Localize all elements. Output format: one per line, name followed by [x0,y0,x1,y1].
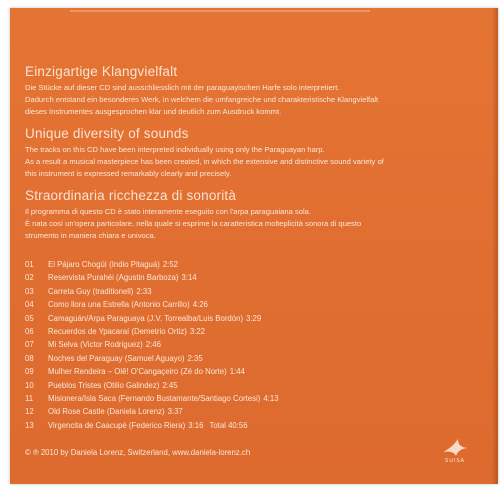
track-duration: 2:46 [145,340,161,350]
track-number: 02 [25,273,34,283]
track-title: El Pájaro Chogüí (Indio Pitaguá) [48,260,160,269]
text-line: dieses Instrumentes ausgesprochen klar und deutlich zum Ausdruck kommt. [25,107,282,116]
suisa-logo [440,436,470,466]
track-title: Como llora una Estrella (Antonio Carrillo) [48,300,190,310]
cd-back-cover [10,8,498,484]
track-number: 12 [25,407,34,417]
track-row [25,285,485,298]
track-row [25,352,485,365]
track-duration: 3:14 [181,273,197,283]
track-number: 08 [25,353,34,363]
track-title: Mulher Rendeira – Olê! O'Cangaçeiro (Zé do Norte) [48,367,227,377]
track-number: 06 [25,327,34,337]
suisa-bird-icon [440,436,470,458]
section-heading-english: Unique diversity of sounds [25,126,189,141]
text-line: The tracks on this CD have been interpreted individually using only the Paraguayan harp. [25,145,325,154]
track-duration: 4:26 [192,300,208,310]
track-number: 13 [25,420,34,430]
section-italian [25,188,490,242]
track-title: Virgencita de Caacupé (Federico Riera) [48,420,186,430]
text-line: Die Stücke auf dieser CD sind ausschliesslich mit der paraguayischen Harfe solo interpretiert. [25,83,340,92]
track-title: Carreta Guy (traditionell) [48,286,134,296]
section-text-english [25,144,490,180]
section-text-italian [25,206,490,242]
track-row [25,271,485,284]
track-number: 10 [25,380,34,390]
section-heading-italian: Straordinaria ricchezza di sonorità [25,188,237,203]
track-row [25,258,485,271]
track-number: 04 [25,300,34,310]
track-number: 01 [25,260,34,269]
track-row [25,325,485,338]
track-row [25,405,485,418]
track-title: Mi Selva (Victor Rodriguez) [48,340,143,350]
track-row [25,365,485,378]
track-duration: 2:33 [136,286,152,296]
text-line: Dadurch entstand ein besonderes Werk, in welchem die umfangreiche und charakteristische Klangvielfalt [25,95,379,104]
track-row [25,338,485,351]
track-title: Recuerdos de Ypacaraí (Demetrio Ortiz) [48,327,187,337]
track-number: 03 [25,286,34,296]
track-row [25,379,485,392]
track-title: Reservista Purahéi (Agustin Barboza) [48,273,179,283]
track-duration: 2:45 [162,380,178,390]
track-row [25,392,485,405]
section-heading-german: Einzigartige Klangvielfalt [25,64,178,79]
track-duration: 3:37 [167,407,183,417]
track-row [25,298,485,311]
track-duration: 4:13 [263,394,279,404]
track-title: Camaguán/Arpa Paraguaya (J.V. Torrealba/Luis Bordón) [48,313,244,323]
text-line: È nata così un'opera particolare, nella quale si esprime la caratteristica molteplicità sonora di questo [25,219,362,228]
track-title: Pueblos Tristes (Otilio Galindez) [48,380,160,390]
track-duration: 1:44 [229,367,245,377]
track-duration: 2:35 [187,353,203,363]
track-number: 05 [25,313,34,323]
section-text-german [25,82,490,118]
track-duration: 3:29 [246,313,262,323]
text-line: Il programma di questo CD è stato interamente eseguito con l'arpa paraguaiana sola. [25,207,311,216]
track-number: 07 [25,340,34,350]
logo-text: SUISA [444,458,465,464]
copyright-footer: © ℗ 2010 by Daniela Lorenz, Switzerland, www.daniela-lorenz.ch [25,448,251,457]
track-row [25,419,485,432]
section-german [25,64,490,118]
track-duration: 3:22 [189,327,205,337]
section-english [25,126,490,180]
track-list [25,258,485,432]
track-duration: 3:16 [188,420,204,430]
text-line: strumento in maniera chiara e univoca. [25,231,156,240]
text-line: this instrument is expressed remarkably clearly and precisely. [25,169,232,178]
track-title: Old Rose Castle (Daniela Lorenz) [48,407,165,417]
text-line: As a result a musical masterpiece has been created, in which the extensive and distinctive sound variety of [25,157,384,166]
top-divider [70,10,370,12]
track-duration: 2:52 [162,260,179,269]
track-title: Misionera/Isla Saca (Fernando Bustamante/Santiago Cortesi) [48,394,261,404]
total-duration: Total 40:56 [209,420,248,430]
track-number: 11 [25,394,34,404]
track-number: 09 [25,367,34,377]
track-title: Noches del Paraguay (Samuel Aguayo) [48,353,185,363]
track-row [25,312,485,325]
